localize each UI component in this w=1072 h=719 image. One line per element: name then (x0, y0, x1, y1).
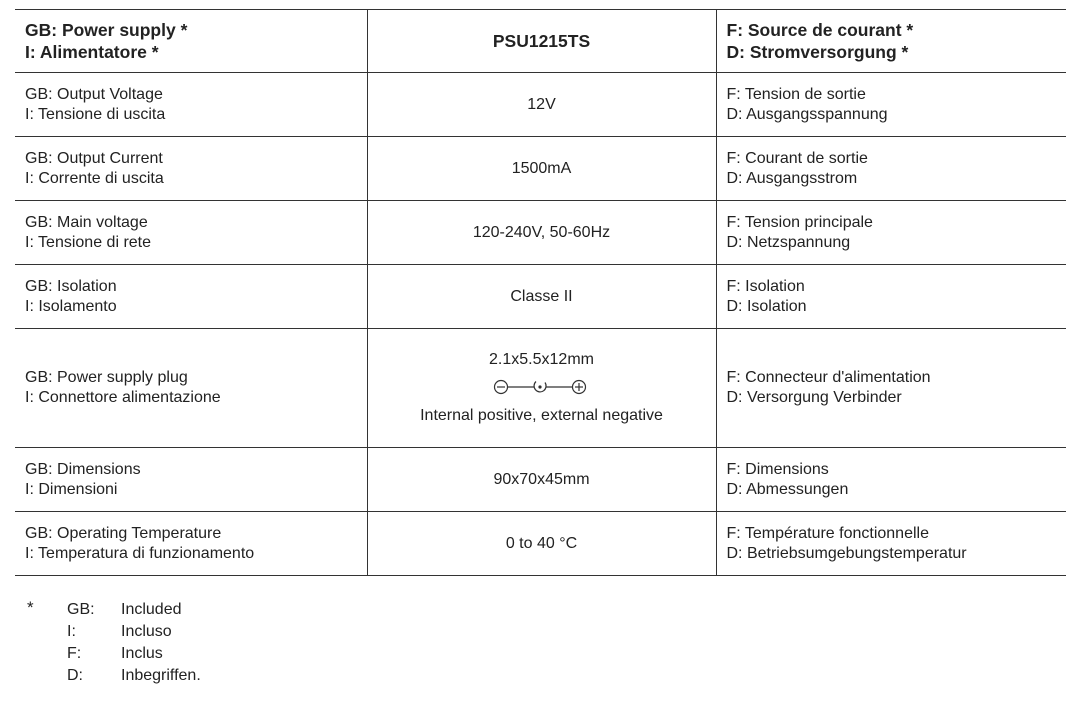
header-right-fr: F: Source de courant * (726, 20, 914, 40)
footnote-text: Included (121, 601, 182, 618)
table-row (15, 512, 1066, 576)
table-row (15, 329, 1066, 448)
header-left-cell (15, 10, 367, 73)
row-left-cell (15, 265, 367, 329)
row-label-de: D: Ausgangsspannung (726, 105, 888, 123)
model-name: PSU1215TS (492, 31, 591, 51)
header-right-cell (716, 10, 1066, 73)
footnote-text: Inclus (121, 645, 163, 662)
row-label-gb: GB: Power supply plug (25, 369, 188, 386)
row-label-de: D: Netzspannung (726, 233, 851, 251)
table-row (15, 265, 1066, 329)
footnote-text: Inbegriffen. (121, 667, 201, 684)
header-model-cell (367, 10, 716, 73)
header-right-de: D: Stromversorgung * (726, 42, 909, 62)
row-label-it: I: Isolamento (25, 297, 117, 315)
footnote-text: Incluso (121, 623, 172, 640)
header-left-it: I: Alimentatore * (25, 42, 159, 62)
footnote-item (67, 645, 163, 667)
row-label-it: I: Connettore alimentazione (25, 389, 221, 406)
footnote-item (67, 623, 172, 645)
row-value-cell (367, 329, 716, 448)
row-label-it: I: Tensione di rete (25, 233, 152, 251)
row-label-it: I: Corrente di uscita (25, 169, 164, 187)
row-label-gb: GB: Operating Temperature (25, 524, 222, 542)
row-left-cell (15, 329, 367, 448)
isolation-value: Classe II (510, 287, 573, 305)
row-value-cell (367, 448, 716, 512)
row-left-cell (15, 201, 367, 265)
row-right-cell (716, 329, 1066, 448)
plug-size-value: 2.1x5.5x12mm (489, 351, 594, 368)
row-label-fr: F: Tension de sortie (726, 85, 866, 103)
table-row (15, 448, 1066, 512)
row-left-cell (15, 512, 367, 576)
header-left-gb: GB: Power supply * (25, 20, 188, 40)
row-label-gb: GB: Isolation (25, 277, 117, 295)
footnote-code: GB: (67, 601, 95, 618)
row-right-cell (716, 512, 1066, 576)
footnote-marker: * (27, 598, 34, 617)
table-header-row (15, 10, 1066, 73)
row-left-cell (15, 73, 367, 137)
row-label-de: D: Versorgung Verbinder (726, 389, 902, 406)
row-right-cell (716, 73, 1066, 137)
polarity-center-positive-icon (492, 378, 592, 396)
operating-temperature-value: 0 to 40 °C (505, 534, 578, 552)
plug-polarity-text: Internal positive, external negative (420, 407, 663, 424)
footnote-item (67, 667, 201, 689)
row-value-cell (367, 512, 716, 576)
row-label-gb: GB: Output Current (25, 149, 163, 167)
row-label-gb: GB: Output Voltage (25, 85, 163, 103)
row-label-fr: F: Tension principale (726, 213, 873, 231)
row-right-cell (716, 265, 1066, 329)
spec-table (15, 9, 1066, 576)
output-current-value: 1500mA (511, 159, 572, 177)
row-label-de: D: Abmessungen (726, 480, 849, 498)
footnote-code: I: (67, 623, 76, 640)
dimensions-value: 90x70x45mm (493, 470, 590, 488)
main-voltage-value: 120-240V, 50-60Hz (472, 223, 611, 241)
row-label-fr: F: Température fonctionnelle (726, 524, 929, 542)
table-row (15, 73, 1066, 137)
footnote-code: F: (67, 645, 82, 662)
table-row (15, 137, 1066, 201)
row-value-cell (367, 137, 716, 201)
row-left-cell (15, 448, 367, 512)
row-label-fr: F: Isolation (726, 277, 805, 295)
row-value-cell (367, 265, 716, 329)
output-voltage-value: 12V (527, 95, 556, 113)
row-label-gb: GB: Main voltage (25, 213, 148, 231)
row-label-fr: F: Connecteur d'alimentation (726, 369, 931, 386)
row-label-de: D: Betriebsumgebungstemperatur (726, 544, 967, 562)
row-label-fr: F: Dimensions (726, 460, 829, 478)
footnote-code: D: (67, 667, 83, 684)
row-label-gb: GB: Dimensions (25, 460, 141, 478)
table-row (15, 201, 1066, 265)
footnote-item (67, 601, 182, 623)
row-label-de: D: Ausgangsstrom (726, 169, 858, 187)
row-label-it: I: Dimensioni (25, 480, 118, 498)
row-label-de: D: Isolation (726, 297, 807, 315)
row-label-it: I: Temperatura di funzionamento (25, 544, 255, 562)
row-label-it: I: Tensione di uscita (25, 105, 166, 123)
row-label-fr: F: Courant de sortie (726, 149, 868, 167)
row-right-cell (716, 137, 1066, 201)
row-right-cell (716, 201, 1066, 265)
row-left-cell (15, 137, 367, 201)
row-right-cell (716, 448, 1066, 512)
row-value-cell (367, 73, 716, 137)
row-value-cell (367, 201, 716, 265)
